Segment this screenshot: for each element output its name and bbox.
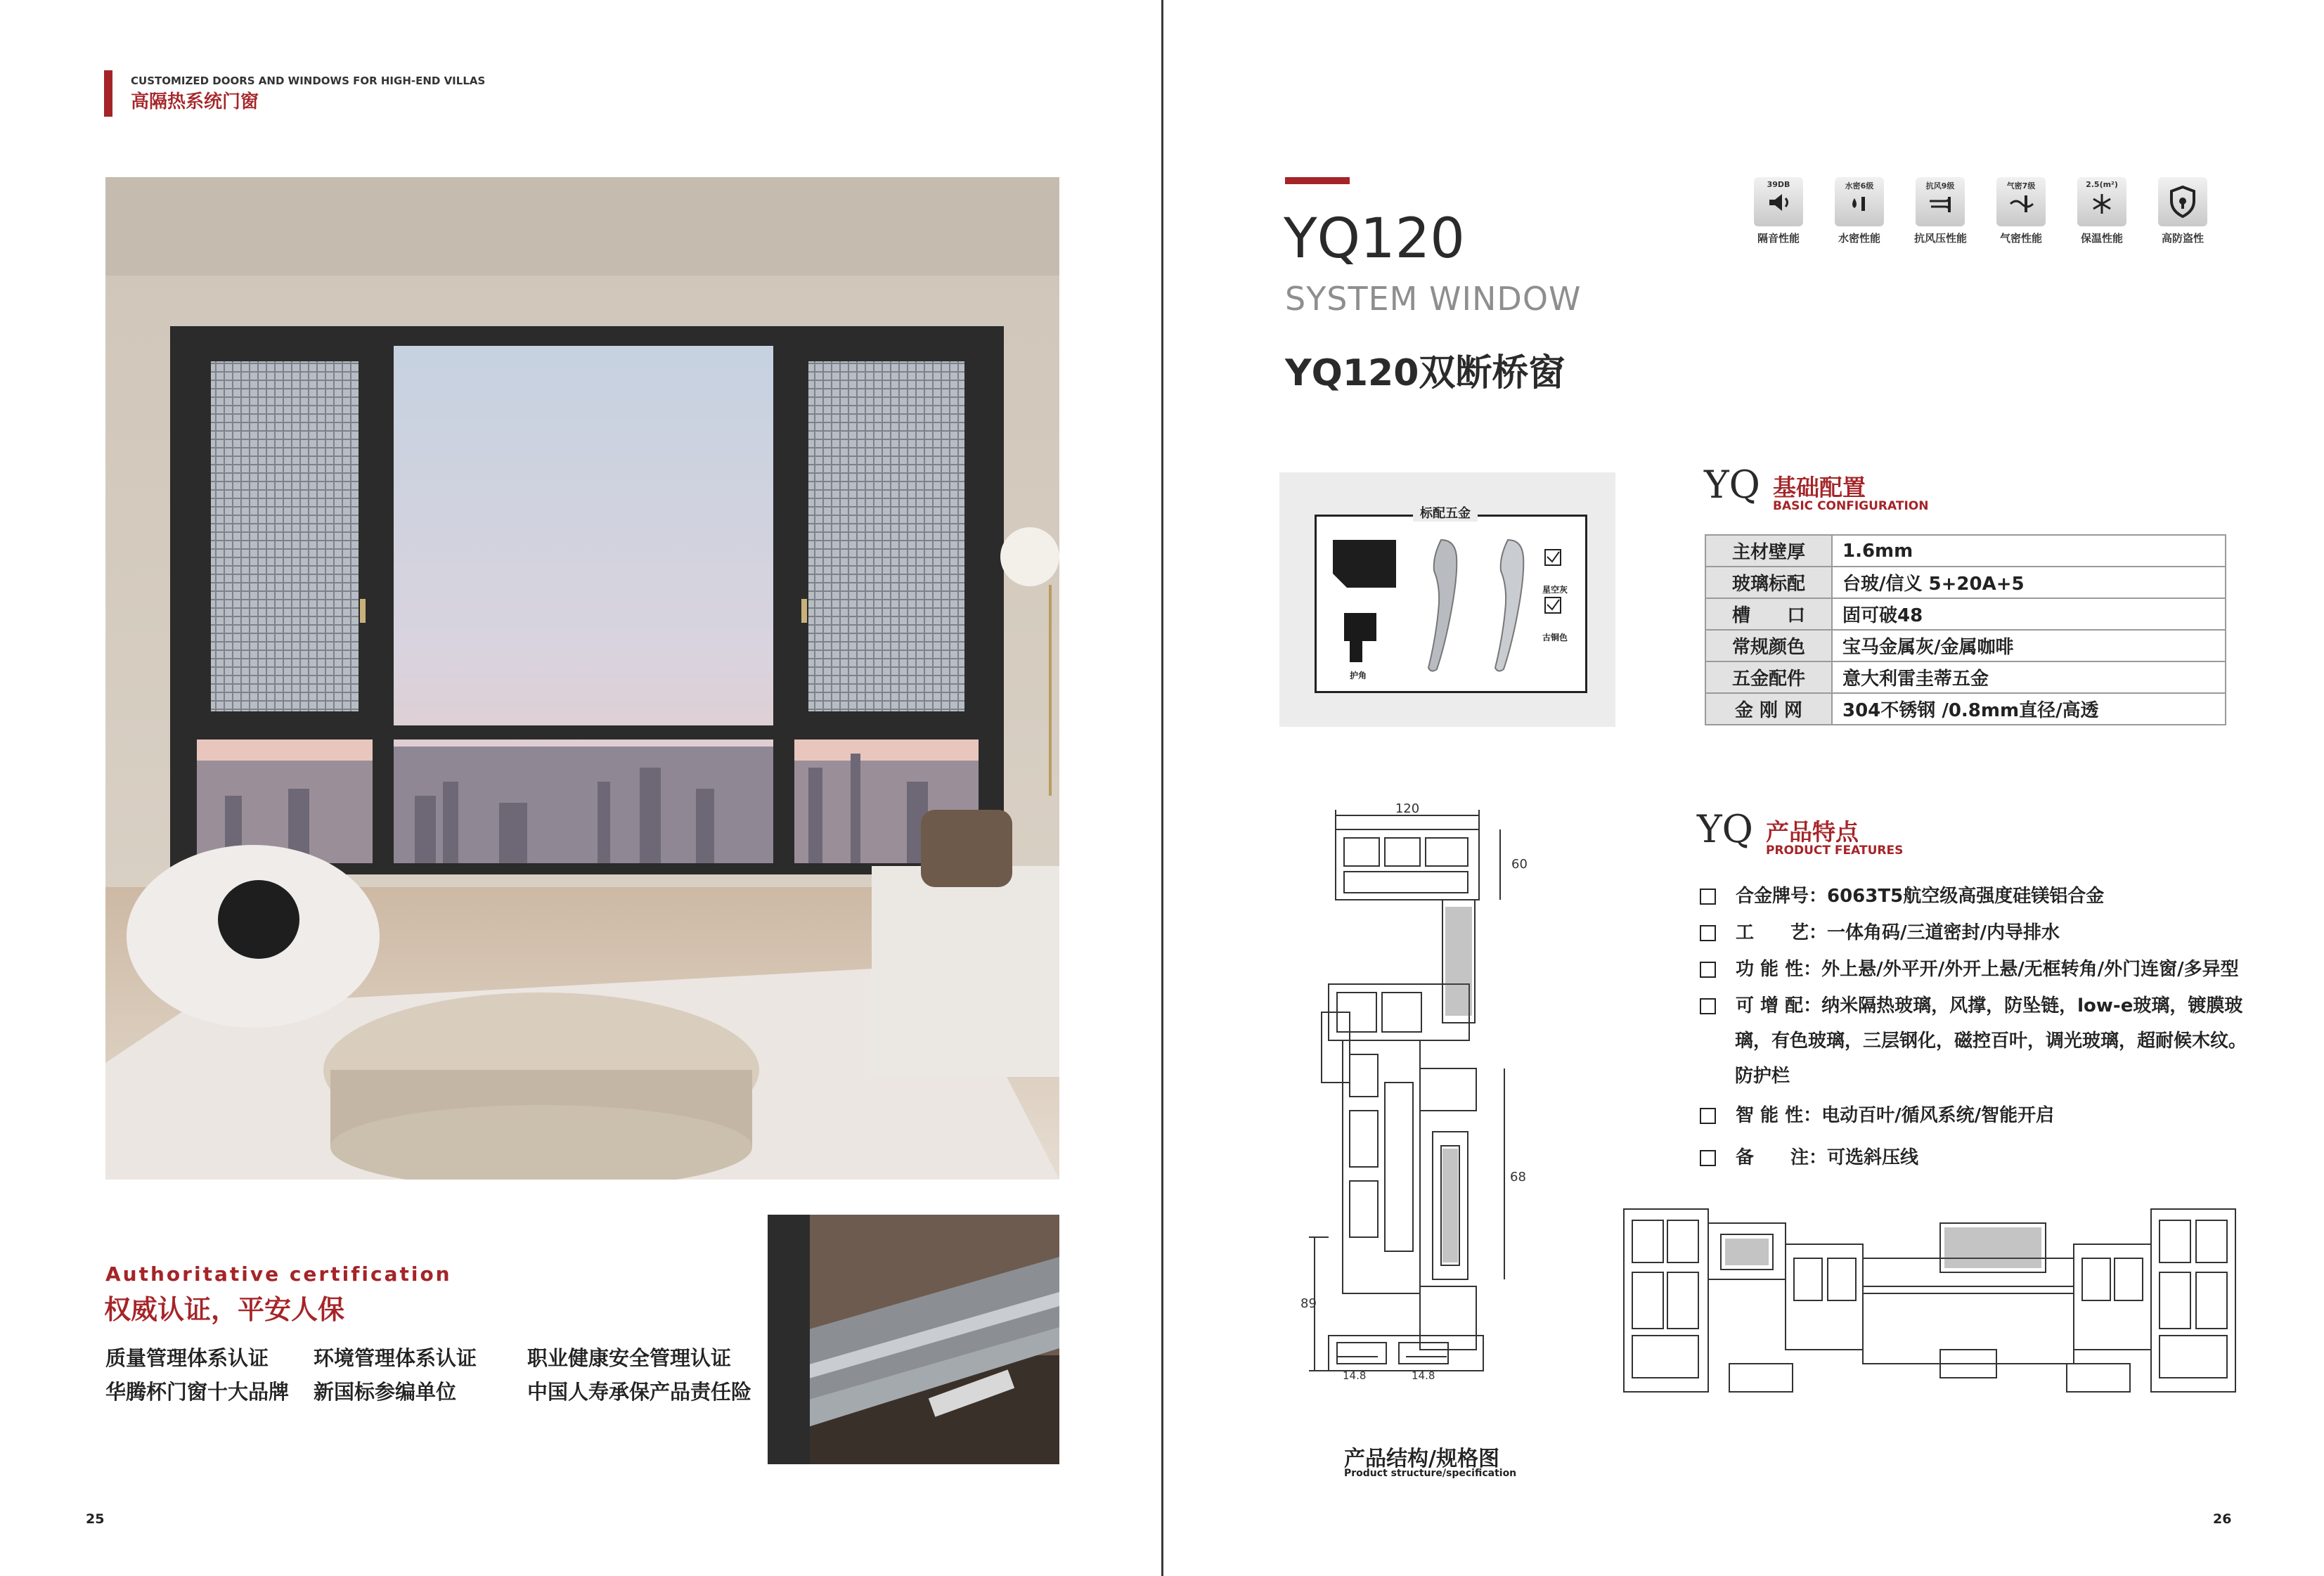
table-row: 主材壁厚 1.6mm (1705, 535, 2226, 567)
dimension-label: 68 (1510, 1170, 1526, 1184)
certification-english-title: Authoritative certification (105, 1262, 452, 1286)
option-label: 星空灰 (1542, 585, 1568, 595)
title-accent-rule (1285, 177, 1350, 184)
perf-airtight: 气密7级 气密性能 (1995, 177, 2047, 245)
features-title: 产品特点 (1766, 818, 1859, 846)
corner-label: 护角 (1350, 671, 1367, 680)
cert-item: 职业健康安全管理认证 (527, 1346, 732, 1370)
perf-water: 水密6级 水密性能 (1833, 177, 1885, 245)
model-subtitle: SYSTEM WINDOW (1285, 280, 1582, 318)
shield-icon (2158, 177, 2207, 226)
feature-item: 工 艺：一体角码/三道密封/内导排水 (1700, 918, 2060, 944)
perf-security: 高防盗性 (2157, 177, 2209, 245)
model-chinese-title: YQ120双断桥窗 (1285, 352, 1566, 394)
hardware-title: 标配五金 (1413, 503, 1478, 522)
hardware-detail-photo (768, 1215, 1059, 1464)
section-yq-mark: YQ (1704, 463, 1760, 507)
perf-wind: 抗风9级 抗风压性能 (1914, 177, 1966, 245)
feature-item: 备 注：可选斜压线 (1700, 1143, 1918, 1169)
option-label: 古铜色 (1542, 633, 1568, 642)
header-accent-bar (104, 70, 112, 117)
dimension-label: 14.8 (1412, 1369, 1435, 1382)
checkbox-icon (1700, 998, 1716, 1014)
perf-insulation: 2.5(m²) 保温性能 (2076, 177, 2128, 245)
living-room-photo (105, 177, 1059, 1180)
page-number-left: 25 (86, 1511, 105, 1527)
table-row: 金 刚 网 304不锈钢 /0.8mm直径/高透 (1705, 693, 2226, 725)
standard-hardware-card (1279, 472, 1615, 727)
cert-item: 环境管理体系认证 (314, 1346, 477, 1370)
dimension-label: 14.8 (1343, 1369, 1367, 1382)
table-row: 玻璃标配 台玻/信义 5+20A+5 (1705, 567, 2226, 598)
horizontal-section-diagram (1617, 1195, 2249, 1406)
basic-config-subtitle: BASIC CONFIGURATION (1773, 499, 1929, 513)
table-row: 五金配件 意大利雷圭蒂五金 (1705, 661, 2226, 693)
page-spine (1161, 0, 1163, 1576)
header-chinese: 高隔热系统门窗 (131, 91, 259, 112)
checkbox-icon (1700, 962, 1716, 978)
cert-item: 新国标参编单位 (314, 1380, 457, 1404)
checkbox-icon (1700, 1150, 1716, 1166)
cert-item: 质量管理体系认证 (105, 1346, 269, 1370)
page-number-right: 26 (2213, 1511, 2232, 1527)
model-title: YQ120 (1284, 207, 1465, 271)
diagram-caption: 产品结构/规格图 (1344, 1447, 1499, 1471)
checkbox-icon (1700, 925, 1716, 941)
feature-item: 智 能 性：电动百叶/循风系统/智能开启 (1700, 1101, 2054, 1127)
basic-config-title: 基础配置 (1773, 474, 1866, 501)
features-subtitle: PRODUCT FEATURES (1766, 844, 1904, 858)
header-english: CUSTOMIZED DOORS AND WINDOWS FOR HIGH-END VILLAS (131, 75, 486, 87)
feature-item-continued: 璃，有色玻璃，三层钢化，磁控百叶，调光玻璃，超耐候木纹。 (1735, 1031, 2247, 1052)
basic-config-table (1705, 534, 2226, 725)
cert-item: 华腾杯门窗十大品牌 (105, 1380, 290, 1404)
feature-item: 功 能 性：外上悬/外平开/外开上悬/无框转角/外门连窗/多异型 (1700, 955, 2239, 981)
checkbox-icon (1700, 889, 1716, 905)
table-row: 常规颜色 宝马金属灰/金属咖啡 (1705, 630, 2226, 661)
feature-item: 合金牌号：6063T5航空级高强度硅镁铝合金 (1700, 881, 2104, 908)
dimension-label: 60 (1511, 857, 1528, 872)
diagram-caption-english: Product structure/specification (1344, 1468, 1517, 1479)
perf-sound: 39DB 隔音性能 (1752, 177, 1805, 245)
table-row: 槽 口 固可破48 (1705, 598, 2226, 630)
cert-item: 中国人寿承保产品责任险 (527, 1380, 752, 1404)
feature-item-continued: 防护栏 (1735, 1066, 1790, 1087)
dimension-label: 89 (1300, 1296, 1317, 1311)
feature-item: 可 增 配：纳米隔热玻璃，风撑，防坠链，low-e玻璃，镀膜玻 (1700, 991, 2242, 1017)
checkbox-icon (1700, 1108, 1716, 1124)
dimension-label: 120 (1395, 801, 1420, 816)
section-yq-mark: YQ (1697, 807, 1753, 851)
vertical-section-diagram (1300, 801, 1532, 1420)
certification-chinese-title: 权威认证，平安人保 (104, 1294, 345, 1325)
